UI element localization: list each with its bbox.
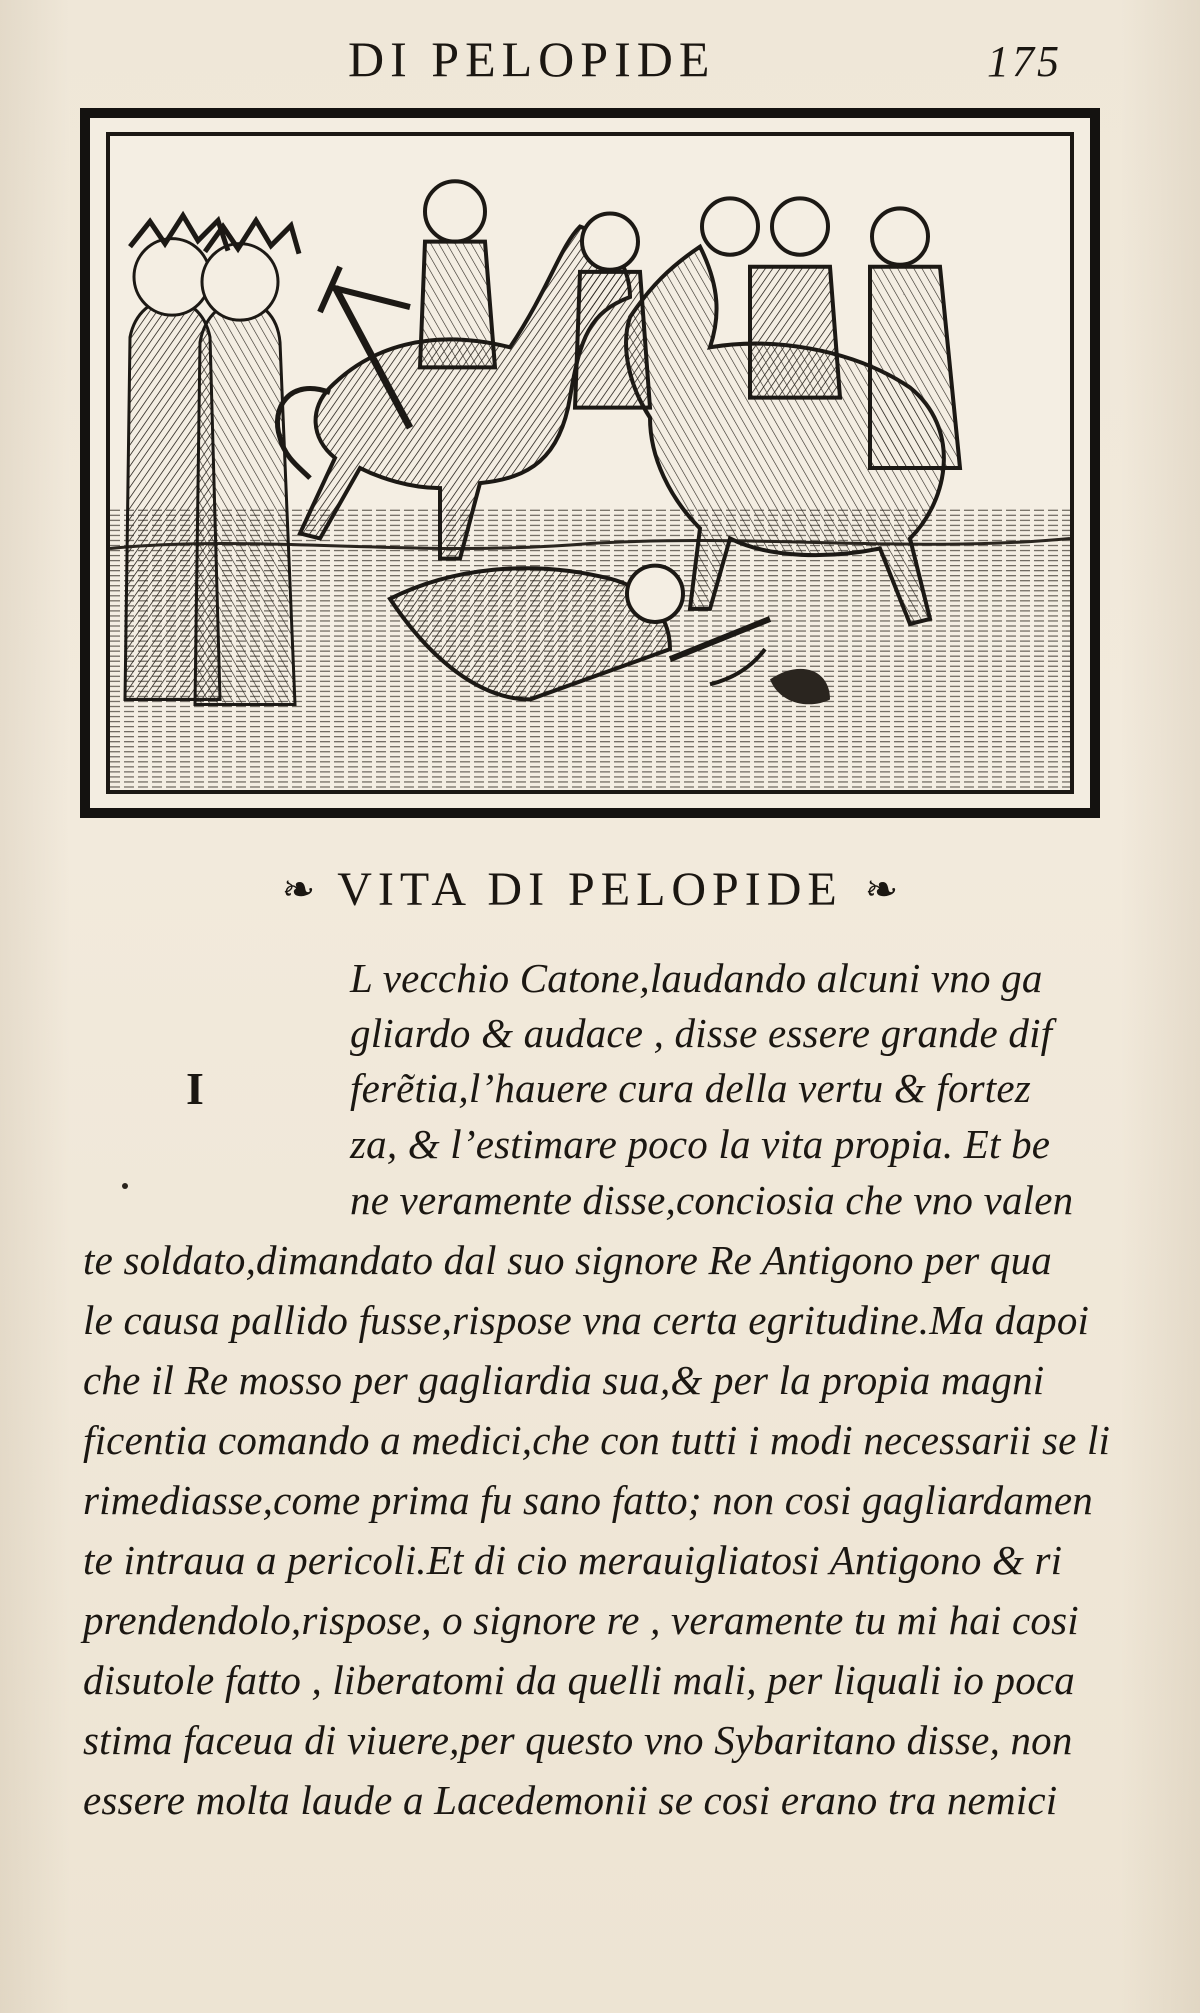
text-line: che il Re mosso per gagliardia sua,& per la propia magni bbox=[83, 1357, 1045, 1403]
text-line: gliardo & audace , disse essere grande dif bbox=[350, 1010, 1053, 1056]
fleuron-left-icon: ❧ bbox=[281, 867, 316, 912]
running-head: DI PELOPIDE bbox=[348, 31, 716, 87]
text-line: rimediasse,come prima fu sano fatto; non cosi gagliardamen bbox=[83, 1477, 1093, 1523]
text-line: ficentia comando a medici,che con tutti i modi necessarii se li bbox=[83, 1417, 1111, 1463]
text-line: ferẽtia,l’hauere cura della vertu & fortez bbox=[350, 1065, 1031, 1111]
fleuron-right-icon: ❧ bbox=[864, 867, 899, 912]
text-line: ne veramente disse,conciosia che vno valen bbox=[350, 1177, 1074, 1223]
page-number: 175 bbox=[987, 37, 1062, 86]
text-line: essere molta laude a Lacedemonii se cosi erano tra nemici bbox=[83, 1777, 1058, 1823]
text-line: prendendolo,rispose, o signore re , veramente tu mi hai cosi bbox=[83, 1597, 1079, 1643]
text-line: disutole fatto , liberatomi da quelli mali, per liquali io poca bbox=[83, 1657, 1075, 1703]
text-line: te soldato,dimandato dal suo signore Re Antigono per qua bbox=[83, 1237, 1052, 1283]
text-line: te intraua a pericoli.Et di cio merauigliatosi Antigono & ri bbox=[83, 1537, 1063, 1583]
text-line: za, & l’estimare poco la vita propia. Et be bbox=[350, 1121, 1051, 1167]
drop-initial: I bbox=[186, 1063, 204, 1114]
text-line: L vecchio Catone,laudando alcuni vno ga bbox=[350, 955, 1043, 1001]
text-line: stima faceua di viuere,per questo vno Sybaritano disse, non bbox=[83, 1717, 1073, 1763]
section-title-text: VITA DI PELOPIDE bbox=[337, 863, 843, 916]
text-line: le causa pallido fusse,rispose vna certa egritudine.Ma dapoi bbox=[83, 1297, 1090, 1343]
